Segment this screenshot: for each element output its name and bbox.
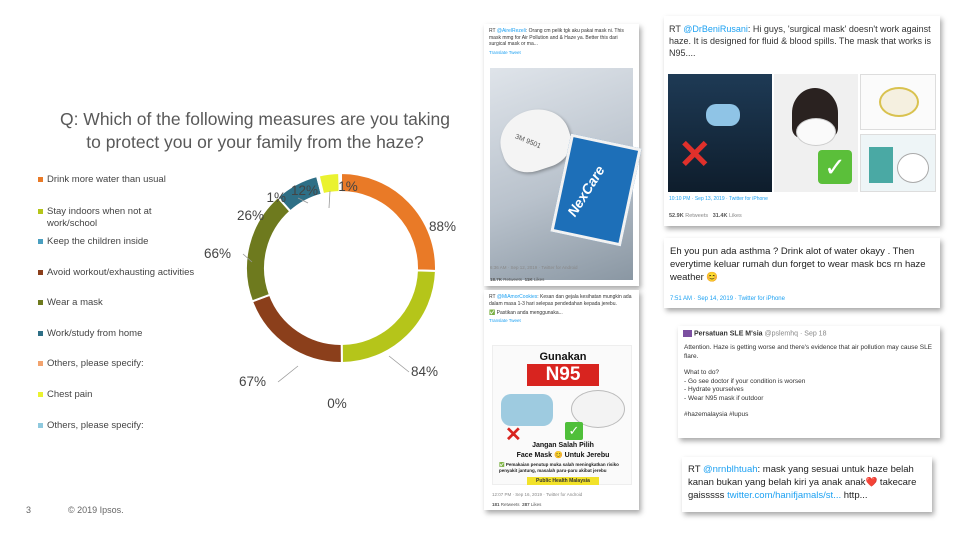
tweet-text [484,24,639,48]
tweet-check-line: ✅ Pastikan anda menggunaka... [489,310,563,316]
legend-label: Wear a mask [47,297,103,308]
avatar [683,330,692,337]
tweet-card-drbenirusani [664,16,940,226]
donut-chart [196,158,486,448]
poster-subtitle-1: Jangan Salah Pilih [532,442,594,449]
tweet-handle[interactable]: @pslemhq · Sep 18 [764,330,827,338]
tweet-time [669,196,768,202]
tweet-image-grid [668,74,936,192]
question-line-1: Q: Which of the following measures are you taking [59,109,451,129]
mask-box-shape [869,147,893,183]
slice-label: 88% [429,219,457,234]
tweet-time [492,492,582,497]
legend-swatch [38,270,43,275]
tweet-handle[interactable]: @AirelRezeli [496,28,526,34]
legend-item [38,206,188,230]
question-line-2: to protect you or your family from the haze? [86,132,424,152]
tweet-body: : Hi guys, 'surgical mask' doesn't work against haze. It is designed for fluid & blood spills. The mask that works is N95.... [669,24,931,58]
poster-org: Public Health Malaysia [527,477,599,485]
slice-label: 26% [236,208,264,223]
legend-swatch [38,423,43,428]
legend-swatch [38,300,43,305]
retweet-count: 181 [492,502,500,507]
tweet-line: Attention. Haze is getting worse and there's evidence that air pollution may cause SLE flare. [684,344,933,360]
retweet-label: Retweets [685,213,709,219]
tweet-card-pslemhq [678,326,940,438]
poster-note: ✅ Pemakaian penutup muka salah meningkatkan risiko penyakit jantung, masalah paru-paru akibat jerebu [499,462,619,473]
legend-label: Stay indoors when not at work/school [47,206,152,229]
tweet-line: - Go see doctor if your condition is worsen [684,377,806,385]
tweet-timestamp[interactable]: 7:51 AM · Sep 14, 2019 · Twitter for iPhone [670,296,785,302]
legend-swatch [38,239,43,244]
donut-slice [252,295,342,363]
translate-link[interactable]: Translate Tweet [489,318,521,323]
tweet-handle[interactable]: @DrBeniRusani [683,24,748,34]
woman-photo [774,74,858,192]
leader-line [389,356,409,372]
tweet-text [664,16,940,59]
n95-mask-shape [796,118,836,146]
red-x-icon: ✕ [678,133,712,177]
red-x-icon: ✕ [505,424,522,446]
mask-product-photo [860,74,936,130]
legend-swatch [38,361,43,366]
tweet-card-asthma [664,238,940,308]
tweet-hashtags[interactable]: #hazemalaysia #lupus [684,411,749,418]
tweet-time [670,296,785,302]
legend-label: Avoid workout/exhausting activities [47,267,195,278]
translate-link[interactable]: Translate Tweet [489,49,521,55]
donut-slice [319,173,340,194]
tweet-link-suffix: http... [841,490,868,501]
tweet-text [682,457,932,502]
retweet-label: Retweets [500,502,520,507]
surgical-mask-shape [706,104,740,126]
legend-label: Keep the children inside [47,236,149,247]
tweet-line: What to do? [684,369,720,376]
nexcare-box-label: NexCare [563,162,608,220]
like-count: 287 [522,502,530,507]
tweet-time-airelrezeli [490,265,630,270]
tweet-handle[interactable]: @nrnblhtuah [702,464,758,475]
legend-swatch [38,392,43,397]
slice-label: 0% [327,396,347,411]
slice-label: 1% [338,179,358,194]
tweet-link[interactable]: twitter.com/hanifjamals/st... [727,490,842,501]
tweet-body: : Orang cm pelik tgk aku pakai mask ni. This mask mmg for Air Pollution and & Haze ya. Better this dari surgical mask or ma... [489,28,624,47]
retweet-count: 18.7K [490,277,503,282]
retweet-prefix: RT [688,464,701,475]
legend-swatch [38,331,43,336]
tweet-author-name[interactable]: Persatuan SLE M'sia [693,330,763,338]
green-check-icon: ✓ [818,150,852,184]
retweet-label: Retweets [503,277,523,282]
tweet-line: - Hydrate yourselves [684,386,744,393]
poster-title: Gunakan [539,351,587,363]
tweet-stats-airelrezeli [490,277,630,282]
poster-subtitle-2: Face Mask 😊 Untuk Jerebu [516,452,610,459]
poster-n95: N95 [527,364,599,386]
tweet-body [684,344,936,420]
mask-label: 3M 9501 [513,133,542,151]
slice-label: 66% [203,246,231,261]
retweet-prefix: RT [489,28,496,34]
slice-label: 84% [411,364,439,379]
legend-swatch [38,177,43,182]
legend-label: Drink more water than usual [47,174,166,185]
legend-label: Others, please specify: [47,358,144,369]
retweet-prefix: RT [489,294,496,300]
tweet-card-airelrezeli [484,24,639,286]
like-label: Likes [533,277,545,282]
slice-label: 67% [238,374,266,389]
tweet-stats [492,502,541,507]
mask-box-photo [860,134,936,192]
mask-product-shape [879,87,919,117]
tweet-body: Eh you pun ada asthma ? Drink alot of water okayy . Then everytime keluar rumah dun forget to wear mask bcs rn haze weather 😊 [670,246,926,283]
survey-question [40,108,470,154]
donut-chart-svg [196,158,486,448]
tweet-timestamp[interactable]: 10:10 PM · Sep 13, 2019 · Twitter for iPhone [669,196,768,202]
retweet-count: 52.9K [669,213,684,219]
leader-line [278,366,298,382]
tweet-stats [669,213,742,219]
legend-label: Chest pain [47,389,93,400]
slice-label: 12% [290,183,318,198]
like-label: Likes [728,213,742,219]
legend-label: Others, please specify: [47,420,144,431]
slice-label: 1% [266,190,286,205]
tweet-line: - Wear N95 mask if outdoor [684,394,764,402]
page-number: 3 [26,505,32,515]
tweet-body: : mask yang sesuai untuk haze belah kanan bukan yang belah kiri ya anak anak❤️ takecare gaisssss [688,464,917,501]
retweet-prefix: RT [669,24,681,34]
tweet-handle[interactable]: @MiAmorCookies [496,294,538,300]
n95-poster [492,345,632,485]
tweet-text [484,290,639,307]
like-label: Likes [530,502,542,507]
mask-shape [897,153,929,183]
like-count: 31.4K [712,213,728,219]
like-count: 11K [524,277,533,282]
green-check-icon: ✓ [565,422,583,440]
tweet-image [490,68,633,280]
copyright: © 2019 Ipsos. [68,505,124,515]
legend-label: Work/study from home [47,328,143,339]
tweet-timestamp: 6:36 AM · Sep 12, 2019 · Twitter for Android [490,265,578,270]
tweet-header [683,330,826,337]
donut-slice [342,270,436,363]
tweet-timestamp: 12:07 PM · Sep 16, 2019 · Twitter for Android [492,492,583,497]
tweet-card-nrnblhtuah [682,457,932,512]
doctor-photo [668,74,772,192]
tweet-card-miamorcookies [484,290,639,510]
tweet-body: : Kesan dan gejala kesihatan mungkin ada dalam masa 1-3 hari selepas pendedahan kepada jerebu. [489,294,632,307]
legend-swatch [38,209,43,214]
